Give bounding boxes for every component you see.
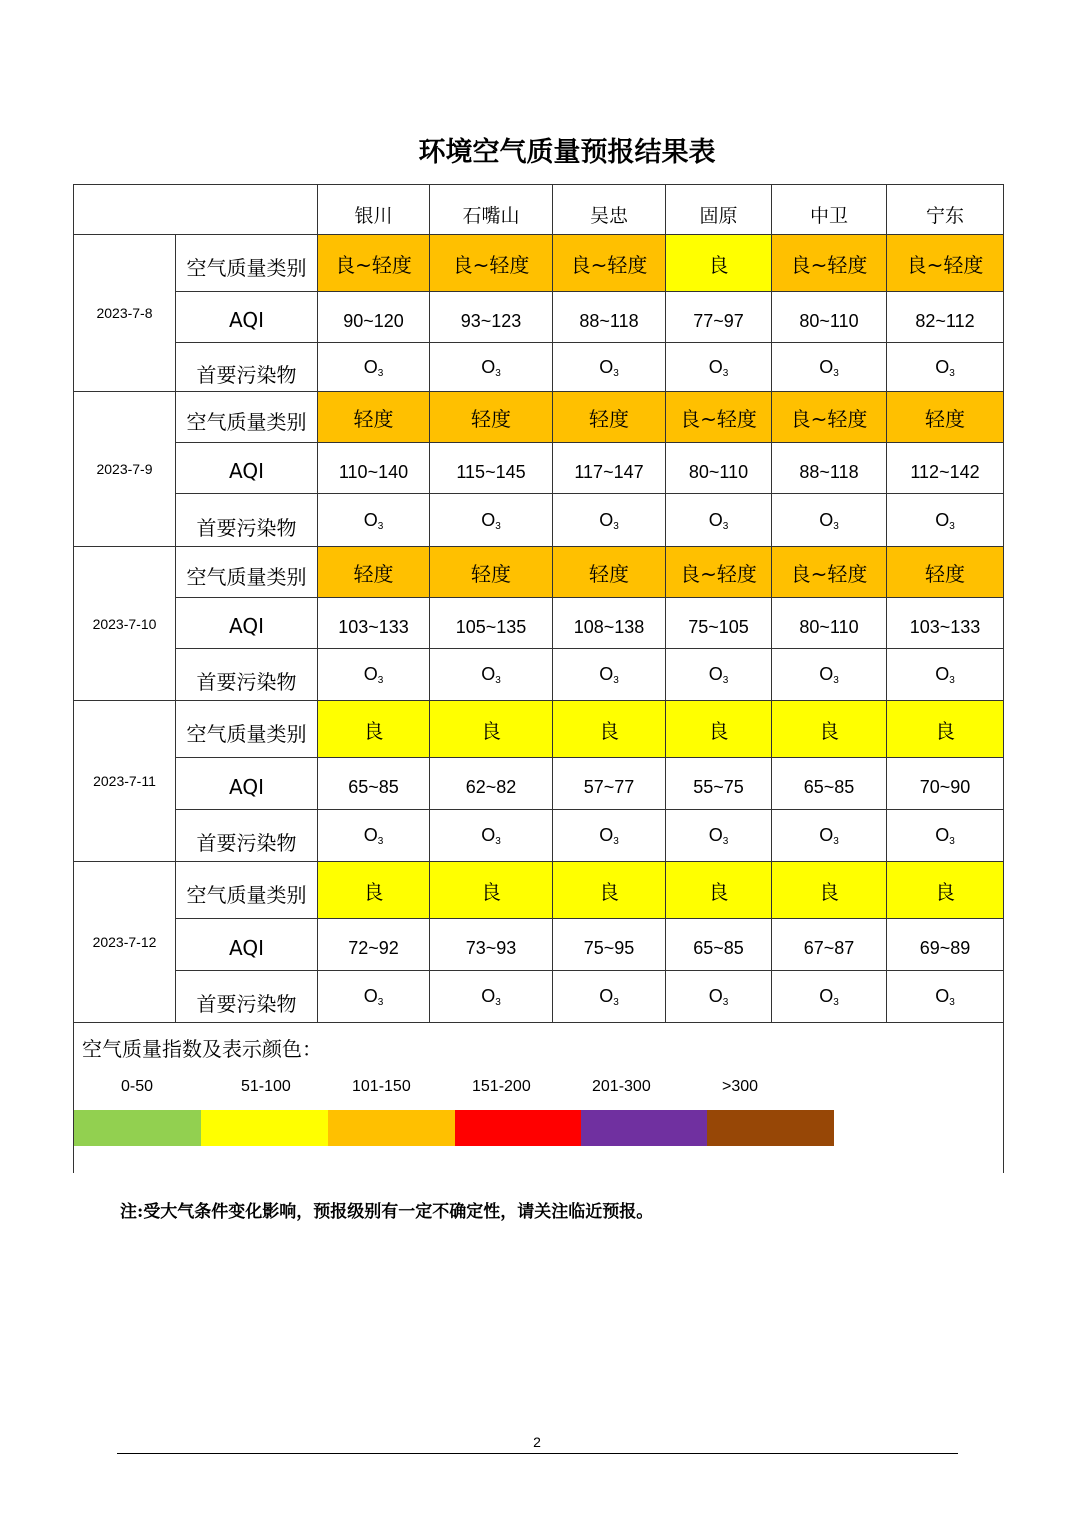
- pollutant-symbol: O: [481, 825, 496, 845]
- pollutant-cell: [887, 494, 1004, 547]
- aqi-cell: 62~82: [430, 758, 553, 810]
- aqi-cell: 110~140: [318, 443, 430, 494]
- pollutant-symbol: O: [935, 509, 950, 530]
- header-corner: [74, 185, 318, 235]
- pollutant-subscript: 3: [833, 997, 839, 1008]
- pollutant-row: [74, 343, 1004, 392]
- pollutant-subscript: 3: [833, 520, 839, 532]
- category-label: 空气质量类别: [176, 235, 318, 292]
- aqi-row: [74, 919, 1004, 971]
- pollutant-label: 首要污染物: [176, 810, 318, 862]
- pollutant-cell: [553, 810, 666, 862]
- city-header: 固原: [666, 185, 772, 235]
- aqi-cell: 80~110: [772, 292, 887, 343]
- aqi-label: AQI: [176, 443, 318, 494]
- pollutant-cell: [772, 494, 887, 547]
- pollutant-cell: [887, 971, 1004, 1023]
- forecast-date: 2023-7-10: [74, 547, 176, 701]
- category-cell: 良: [666, 862, 772, 919]
- pollutant-subscript: 3: [722, 367, 729, 379]
- aqi-cell: 75~105: [666, 598, 772, 649]
- category-cell: 轻度: [887, 392, 1004, 443]
- pollutant-symbol: O: [819, 825, 834, 845]
- pollutant-subscript: 3: [613, 367, 619, 379]
- category-row: [74, 392, 1004, 443]
- category-cell: 轻度: [430, 392, 553, 443]
- pollutant-cell: [318, 649, 430, 701]
- aqi-cell: 75~95: [553, 919, 666, 971]
- pollutant-label: 首要污染物: [176, 649, 318, 701]
- aqi-cell: 80~110: [666, 443, 772, 494]
- legend-color-swatch: [328, 1110, 455, 1146]
- pollutant-symbol: O: [708, 825, 723, 845]
- category-label: 空气质量类别: [176, 701, 318, 758]
- pollutant-symbol: O: [708, 356, 723, 377]
- category-cell: 良: [666, 235, 772, 292]
- pollutant-cell: [553, 649, 666, 701]
- pollutant-label: 首要污染物: [176, 494, 318, 547]
- pollutant-subscript: 3: [377, 675, 384, 686]
- category-label: 空气质量类别: [176, 862, 318, 919]
- pollutant-subscript: 3: [949, 520, 955, 532]
- category-cell: 良~轻度: [772, 235, 887, 292]
- pollutant-subscript: 3: [613, 675, 619, 686]
- city-header: 中卫: [772, 185, 887, 235]
- pollutant-subscript: 3: [377, 836, 384, 847]
- pollutant-symbol: O: [363, 509, 378, 530]
- pollutant-symbol: O: [599, 664, 614, 684]
- category-label: 空气质量类别: [176, 547, 318, 598]
- pollutant-subscript: 3: [722, 997, 729, 1008]
- aqi-legend: [73, 1021, 1004, 1173]
- pollutant-cell: [772, 649, 887, 701]
- pollutant-subscript: 3: [833, 836, 839, 847]
- pollutant-row: [74, 810, 1004, 862]
- pollutant-subscript: 3: [495, 836, 501, 847]
- pollutant-subscript: 3: [722, 520, 729, 532]
- category-cell: 良~轻度: [553, 235, 666, 292]
- legend-range-label: 0-50: [121, 1078, 154, 1095]
- category-cell: 良: [318, 701, 430, 758]
- city-header: 吴忠: [553, 185, 666, 235]
- pollutant-symbol: O: [599, 825, 614, 845]
- pollutant-symbol: O: [481, 664, 496, 684]
- category-cell: 良: [318, 862, 430, 919]
- forecast-date: 2023-7-11: [74, 701, 176, 862]
- aqi-cell: 65~85: [772, 758, 887, 810]
- forecast-table: [73, 184, 1004, 1023]
- pollutant-symbol: O: [599, 356, 614, 377]
- aqi-label: AQI: [176, 758, 318, 810]
- aqi-cell: 57~77: [553, 758, 666, 810]
- pollutant-symbol: O: [599, 986, 614, 1006]
- pollutant-symbol: O: [819, 509, 834, 530]
- pollutant-symbol: O: [481, 986, 496, 1006]
- aqi-label: AQI: [176, 919, 318, 971]
- category-row: [74, 547, 1004, 598]
- forecast-date: 2023-7-9: [74, 392, 176, 547]
- pollutant-subscript: 3: [377, 997, 384, 1008]
- pollutant-symbol: O: [935, 356, 950, 377]
- aqi-row: [74, 292, 1004, 343]
- legend-color-swatch: [707, 1110, 834, 1146]
- pollutant-subscript: 3: [495, 367, 501, 379]
- legend-color-swatch: [455, 1110, 581, 1146]
- pollutant-cell: [553, 971, 666, 1023]
- pollutant-cell: [318, 343, 430, 392]
- pollutant-subscript: 3: [949, 836, 955, 847]
- pollutant-cell: [430, 810, 553, 862]
- aqi-row: [74, 598, 1004, 649]
- pollutant-label: 首要污染物: [176, 343, 318, 392]
- aqi-cell: 103~133: [318, 598, 430, 649]
- pollutant-symbol: O: [708, 509, 723, 530]
- aqi-cell: 105~135: [430, 598, 553, 649]
- pollutant-symbol: O: [819, 986, 834, 1006]
- legend-color-swatch: [581, 1110, 707, 1146]
- pollutant-cell: [430, 494, 553, 547]
- pollutant-cell: [318, 810, 430, 862]
- category-row: [74, 862, 1004, 919]
- pollutant-subscript: 3: [722, 675, 729, 686]
- pollutant-symbol: O: [363, 664, 378, 684]
- pollutant-subscript: 3: [833, 367, 839, 379]
- pollutant-row: [74, 494, 1004, 547]
- pollutant-cell: [772, 810, 887, 862]
- aqi-cell: 90~120: [318, 292, 430, 343]
- pollutant-symbol: O: [708, 986, 723, 1006]
- pollutant-row: [74, 971, 1004, 1023]
- pollutant-cell: [772, 971, 887, 1023]
- forecast-note: 注:受大气条件变化影响，预报级别有一定不确定性，请关注临近预报。: [120, 1202, 654, 1222]
- pollutant-cell: [666, 971, 772, 1023]
- category-cell: 轻度: [318, 392, 430, 443]
- pollutant-subscript: 3: [613, 997, 619, 1008]
- category-cell: 良~轻度: [887, 235, 1004, 292]
- legend-range-label: 51-100: [241, 1078, 291, 1095]
- pollutant-subscript: 3: [495, 997, 501, 1008]
- aqi-cell: 72~92: [318, 919, 430, 971]
- pollutant-cell: [553, 494, 666, 547]
- category-cell: 良: [430, 862, 553, 919]
- category-cell: 良: [887, 862, 1004, 919]
- pollutant-cell: [553, 343, 666, 392]
- aqi-label: AQI: [176, 292, 318, 343]
- legend-range-label: 201-300: [592, 1078, 651, 1095]
- pollutant-subscript: 3: [495, 520, 501, 532]
- pollutant-cell: [887, 343, 1004, 392]
- pollutant-symbol: O: [363, 356, 378, 377]
- aqi-cell: 112~142: [887, 443, 1004, 494]
- forecast-date: 2023-7-8: [74, 235, 176, 392]
- pollutant-subscript: 3: [613, 836, 619, 847]
- category-cell: 轻度: [553, 547, 666, 598]
- aqi-cell: 80~110: [772, 598, 887, 649]
- pollutant-cell: [887, 649, 1004, 701]
- pollutant-symbol: O: [819, 356, 834, 377]
- pollutant-cell: [666, 494, 772, 547]
- pollutant-symbol: O: [363, 825, 378, 845]
- aqi-row: [74, 758, 1004, 810]
- pollutant-cell: [772, 343, 887, 392]
- aqi-cell: 65~85: [666, 919, 772, 971]
- legend-title: 空气质量指数及表示颜色：: [82, 1037, 322, 1061]
- pollutant-subscript: 3: [949, 997, 955, 1008]
- pollutant-symbol: O: [935, 664, 950, 684]
- pollutant-cell: [430, 971, 553, 1023]
- category-cell: 轻度: [887, 547, 1004, 598]
- aqi-cell: 103~133: [887, 598, 1004, 649]
- pollutant-symbol: O: [481, 356, 496, 377]
- pollutant-symbol: O: [935, 825, 950, 845]
- pollutant-symbol: O: [819, 664, 834, 684]
- category-cell: 良: [666, 701, 772, 758]
- category-cell: 良~轻度: [772, 547, 887, 598]
- pollutant-cell: [666, 649, 772, 701]
- category-cell: 良: [772, 701, 887, 758]
- pollutant-label: 首要污染物: [176, 971, 318, 1023]
- aqi-cell: 65~85: [318, 758, 430, 810]
- aqi-cell: 117~147: [553, 443, 666, 494]
- city-header: 石嘴山: [430, 185, 553, 235]
- aqi-cell: 77~97: [666, 292, 772, 343]
- pollutant-subscript: 3: [949, 675, 955, 686]
- aqi-cell: 82~112: [887, 292, 1004, 343]
- aqi-cell: 69~89: [887, 919, 1004, 971]
- pollutant-subscript: 3: [495, 675, 501, 686]
- category-cell: 良: [430, 701, 553, 758]
- category-cell: 轻度: [553, 392, 666, 443]
- pollutant-row: [74, 649, 1004, 701]
- category-cell: 轻度: [318, 547, 430, 598]
- pollutant-subscript: 3: [377, 367, 384, 379]
- pollutant-cell: [318, 971, 430, 1023]
- pollutant-symbol: O: [935, 986, 950, 1006]
- forecast-date: 2023-7-12: [74, 862, 176, 1023]
- category-cell: 良~轻度: [666, 547, 772, 598]
- pollutant-cell: [430, 343, 553, 392]
- category-cell: 良~轻度: [666, 392, 772, 443]
- header-row: [74, 185, 1004, 235]
- pollutant-subscript: 3: [949, 367, 955, 379]
- category-cell: 良: [553, 862, 666, 919]
- category-label: 空气质量类别: [176, 392, 318, 443]
- category-cell: 良~轻度: [430, 235, 553, 292]
- aqi-cell: 115~145: [430, 443, 553, 494]
- pollutant-subscript: 3: [377, 520, 384, 532]
- pollutant-cell: [318, 494, 430, 547]
- legend-color-swatch: [201, 1110, 328, 1146]
- aqi-label: AQI: [176, 598, 318, 649]
- aqi-cell: 67~87: [772, 919, 887, 971]
- aqi-cell: 108~138: [553, 598, 666, 649]
- aqi-row: [74, 443, 1004, 494]
- pollutant-symbol: O: [481, 509, 496, 530]
- city-header: 银川: [318, 185, 430, 235]
- pollutant-symbol: O: [708, 664, 723, 684]
- pollutant-symbol: O: [363, 986, 378, 1006]
- footer-divider: [117, 1453, 958, 1454]
- category-row: [74, 701, 1004, 758]
- pollutant-cell: [430, 649, 553, 701]
- aqi-cell: 70~90: [887, 758, 1004, 810]
- pollutant-cell: [666, 343, 772, 392]
- category-cell: 轻度: [430, 547, 553, 598]
- pollutant-cell: [887, 810, 1004, 862]
- category-cell: 良: [887, 701, 1004, 758]
- aqi-cell: 88~118: [772, 443, 887, 494]
- category-cell: 良: [772, 862, 887, 919]
- legend-range-label: 101-150: [352, 1078, 411, 1095]
- pollutant-subscript: 3: [833, 675, 839, 686]
- category-cell: 良: [553, 701, 666, 758]
- aqi-cell: 55~75: [666, 758, 772, 810]
- aqi-cell: 93~123: [430, 292, 553, 343]
- legend-range-label: 151-200: [472, 1078, 531, 1095]
- city-header: 宁东: [887, 185, 1004, 235]
- category-cell: 良~轻度: [772, 392, 887, 443]
- aqi-cell: 88~118: [553, 292, 666, 343]
- legend-color-swatch: [74, 1110, 201, 1146]
- pollutant-cell: [666, 810, 772, 862]
- category-cell: 良~轻度: [318, 235, 430, 292]
- pollutant-symbol: O: [599, 509, 614, 530]
- page-number: 2: [533, 1434, 541, 1450]
- pollutant-subscript: 3: [613, 520, 619, 532]
- aqi-cell: 73~93: [430, 919, 553, 971]
- category-row: [74, 235, 1004, 292]
- page-title: 环境空气质量预报结果表: [418, 137, 716, 168]
- pollutant-subscript: 3: [722, 836, 729, 847]
- legend-range-label: >300: [722, 1078, 759, 1095]
